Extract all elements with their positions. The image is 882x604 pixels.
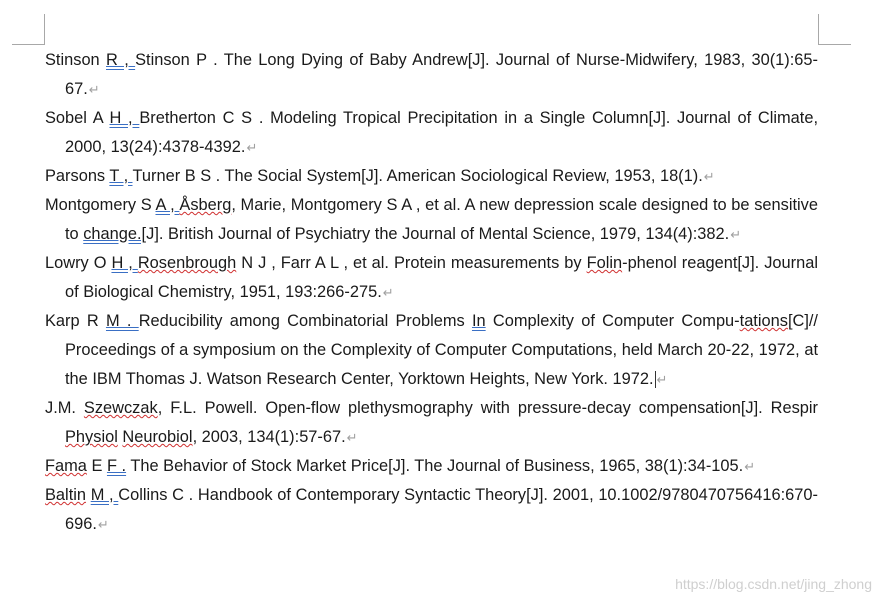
reference-text: Parsons <box>45 167 110 185</box>
watermark: https://blog.csdn.net/jing_zhong <box>675 576 872 592</box>
reference-entry[interactable] <box>45 46 818 104</box>
reference-text: , Marie, Montgomery S A , et al. A new depression scale designed to be sensitive to <box>65 196 818 243</box>
reference-text: Lowry O <box>45 254 112 272</box>
paragraph-mark-icon: ↵ <box>97 517 109 532</box>
grammar-flagged-text[interactable]: A , <box>155 196 180 214</box>
reference-entry[interactable] <box>45 452 818 481</box>
reference-text: Stinson P . The Long Dying of Baby Andrew[J]. Journal of Nurse-Midwifery, 1983, 30(1):65-67. <box>65 51 818 98</box>
paragraph-mark-icon: ↵ <box>88 82 100 97</box>
reference-text: Sobel A <box>45 109 110 127</box>
spelling-flagged-word[interactable]: Folin <box>586 254 623 272</box>
spelling-flagged-word[interactable]: Neurobiol <box>122 428 193 446</box>
reference-text: J.M. <box>45 399 84 417</box>
grammar-flagged-text[interactable]: H , <box>109 109 140 127</box>
reference-entry[interactable] <box>45 394 818 452</box>
paragraph-mark-icon: ↵ <box>703 169 715 184</box>
spelling-flagged-word[interactable]: Baltin <box>45 486 87 504</box>
reference-text: Karp R <box>45 312 106 330</box>
grammar-flagged-text[interactable]: M . <box>105 312 139 330</box>
reference-text: Reducibility among Combinatorial Problems <box>138 312 472 330</box>
spelling-flagged-word[interactable]: tations <box>739 312 788 330</box>
spelling-flagged-word[interactable]: Fama <box>45 457 87 475</box>
grammar-flagged-text[interactable]: T , <box>109 167 133 185</box>
spelling-flagged-word[interactable]: Rosenbrough <box>137 254 237 272</box>
paragraph-mark-icon: ↵ <box>382 285 394 300</box>
reference-text: -phenol reagent[J]. Journal of Biological Chemistry, 1951, 193:266-275. <box>65 254 818 301</box>
spelling-flagged-word[interactable]: Åsberg <box>179 196 232 214</box>
grammar-flagged-text[interactable]: F . <box>106 457 127 475</box>
paragraph-mark-icon: ↵ <box>246 140 258 155</box>
reference-entry[interactable] <box>45 481 818 539</box>
reference-text: [C]// Proceedings of a symposium on the Complexity of Computer Computations, held March 20-22, 1972, at the IBM Thomas J. Watson Research Center, Yorktown Heights, New York. 1972. <box>65 312 818 388</box>
reference-entry[interactable] <box>45 307 818 394</box>
margin-corner-top-left <box>12 14 45 45</box>
grammar-flagged-text[interactable]: In <box>471 312 486 330</box>
reference-list[interactable] <box>45 46 818 539</box>
paragraph-mark-icon: ↵ <box>656 372 668 387</box>
reference-text: , 2003, 134(1):57-67. <box>192 428 346 446</box>
reference-entry[interactable] <box>45 191 818 249</box>
grammar-flagged-text[interactable]: R , <box>106 51 136 69</box>
reference-entry[interactable] <box>45 162 818 191</box>
grammar-flagged-text[interactable]: M , <box>90 486 119 504</box>
grammar-flagged-text[interactable]: change.[ <box>83 225 147 243</box>
reference-text: , F.L. Powell. Open-flow plethysmography with pressure-decay compensation[J]. Respir <box>157 399 818 417</box>
grammar-flagged-text[interactable]: H , <box>111 254 138 272</box>
reference-text: Collins C . Handbook of Contemporary Syntactic Theory[J]. 2001, 10.1002/9780470756416:670-696. <box>65 486 818 533</box>
reference-text: Bretherton C S . Modeling Tropical Precipitation in a Single Column[J]. Journal of Climate, 2000, 13(24):4378-4392. <box>65 109 819 156</box>
reference-entry[interactable] <box>45 104 818 162</box>
spelling-flagged-word[interactable]: Physiol <box>65 428 118 446</box>
reference-text: Turner B S . The Social System[J]. American Sociological Review, 1953, 18(1). <box>132 167 703 185</box>
spelling-flagged-word[interactable]: Szewczak <box>83 399 158 417</box>
reference-text: J]. British Journal of Psychiatry the Journal of Mental Science, 1979, 134(4):382. <box>146 225 730 243</box>
reference-text: Complexity of Computer Compu- <box>485 312 740 330</box>
paragraph-mark-icon: ↵ <box>744 459 756 474</box>
reference-text: Stinson <box>45 51 107 69</box>
reference-text: Montgomery S <box>45 196 156 214</box>
paragraph-mark-icon: ↵ <box>346 430 358 445</box>
paragraph-mark-icon: ↵ <box>730 227 742 242</box>
reference-text: N J , Farr A L , et al. Protein measurements by <box>236 254 587 272</box>
reference-text: The Behavior of Stock Market Price[J]. The Journal of Business, 1965, 38(1):34-105. <box>126 457 744 475</box>
reference-entry[interactable] <box>45 249 818 307</box>
margin-corner-top-right <box>818 14 851 45</box>
reference-text: E <box>86 457 107 475</box>
